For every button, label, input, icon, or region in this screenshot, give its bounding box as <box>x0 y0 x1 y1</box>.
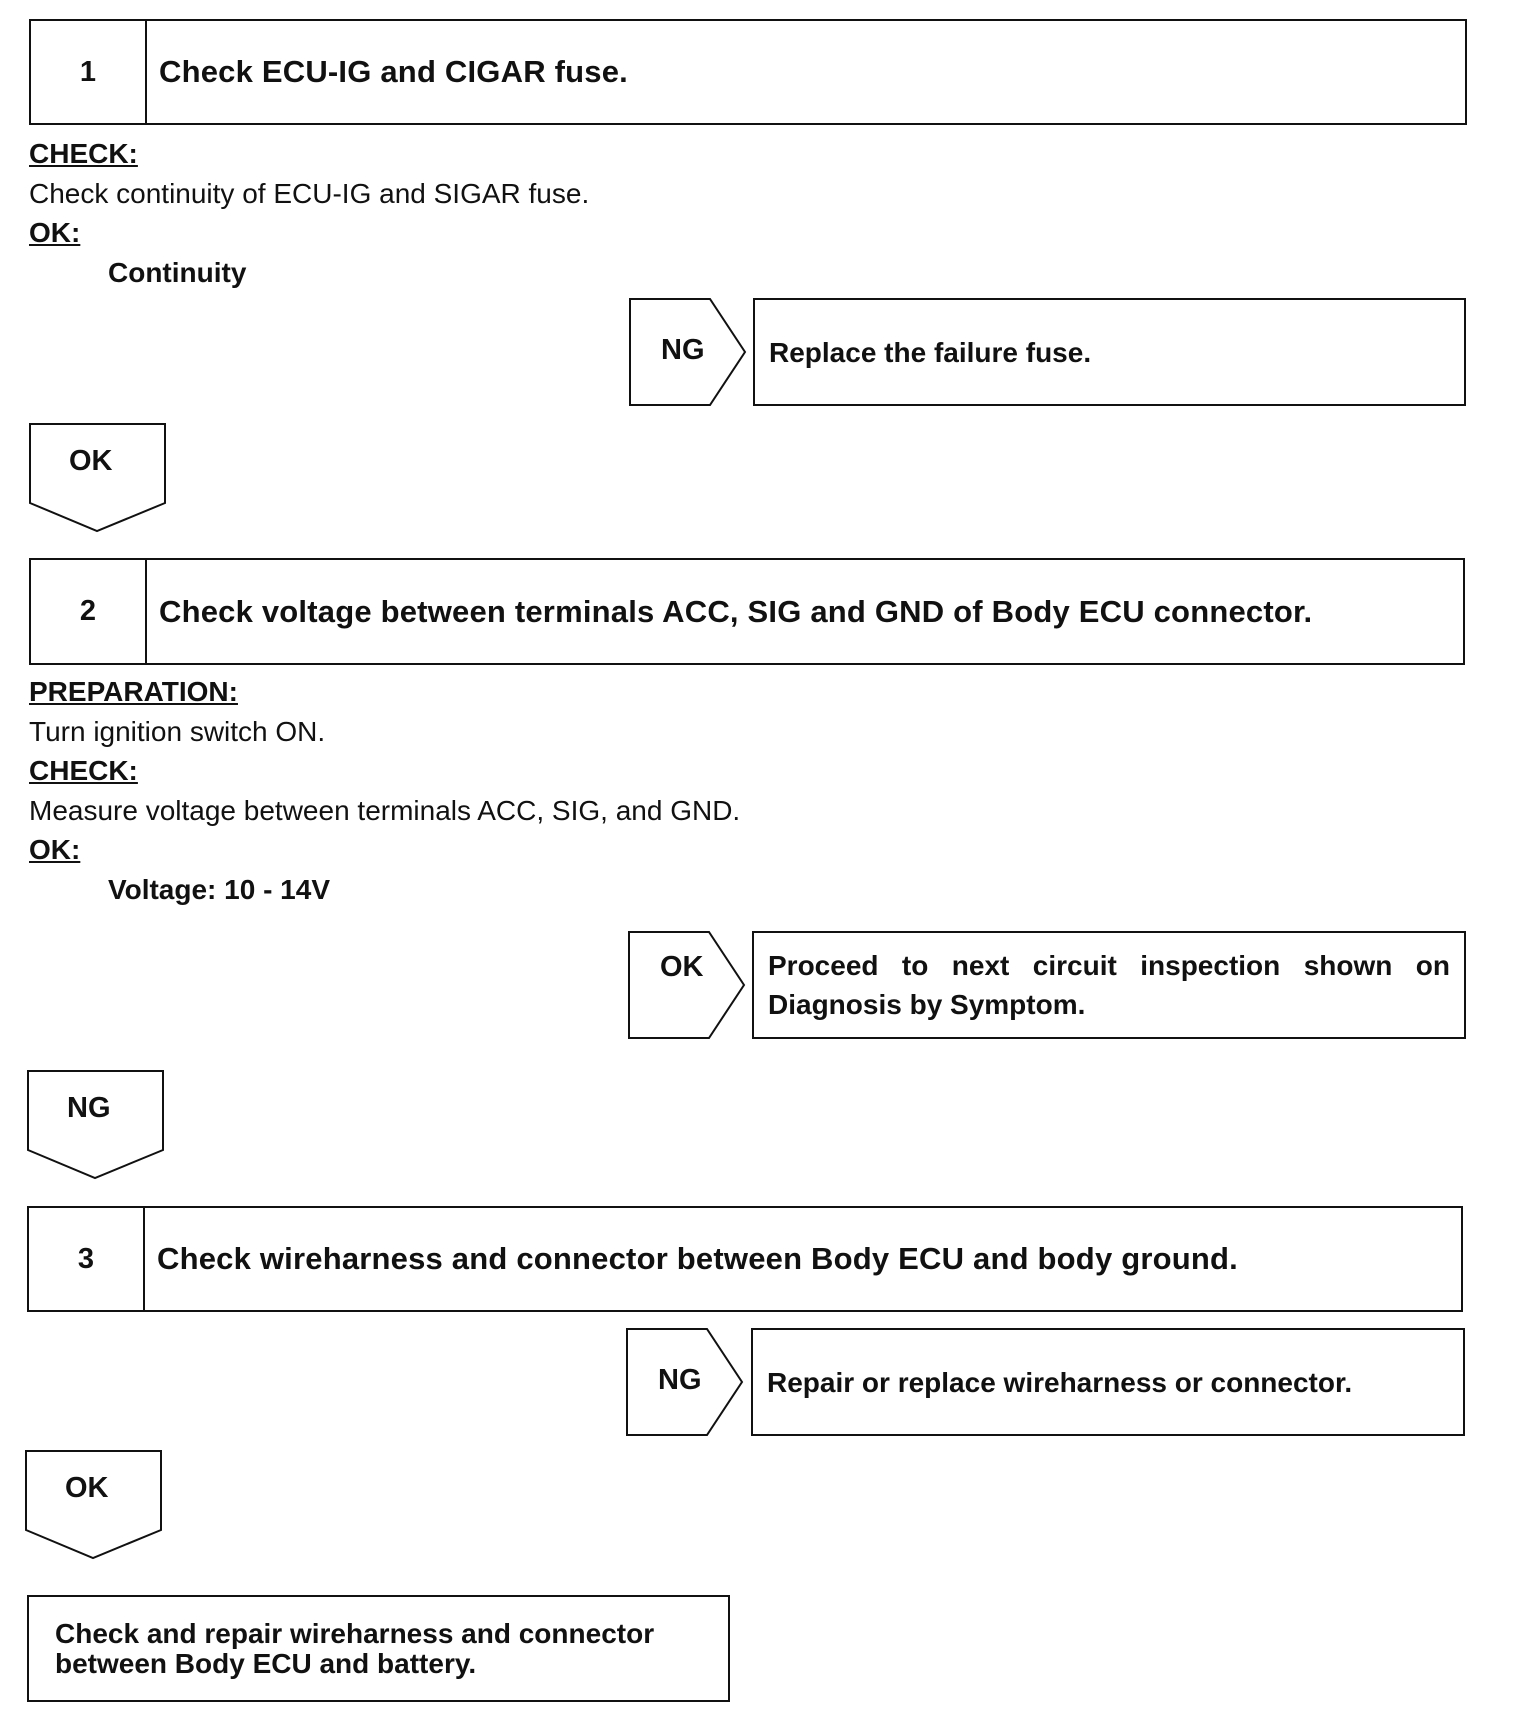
step-number: 1 <box>31 21 147 123</box>
step-title: Check voltage between terminals ACC, SIG and GND of Body ECU connector. <box>159 593 1313 629</box>
ok-value: Voltage: 10 - 14V <box>108 874 331 905</box>
final-action-box: Check and repair wireharness and connector between Body ECU and battery. <box>27 1595 730 1702</box>
next-label: NG <box>67 1092 111 1124</box>
branch-label: NG <box>658 1364 702 1396</box>
branch-result-box: Replace the failure fuse. <box>753 298 1466 406</box>
check-text: Check continuity of ECU-IG and SIGAR fuse. <box>29 178 590 209</box>
ok-label: OK: <box>29 217 81 248</box>
ng-arrow <box>629 298 747 406</box>
down-arrow-shape-icon <box>27 1070 167 1182</box>
branch-result-box: Proceed to next circuit inspection shown on Diagnosis by Symptom. <box>752 931 1466 1039</box>
right-arrow-shape-icon <box>628 931 748 1041</box>
step-1-header <box>29 19 1467 125</box>
branch-label: NG <box>661 334 705 366</box>
down-arrow-shape-icon <box>29 423 169 535</box>
branch-result-box: Repair or replace wireharness or connector. <box>751 1328 1465 1436</box>
preparation-label: PREPARATION: <box>29 676 238 707</box>
ok-arrow <box>628 931 746 1039</box>
ok-down-arrow <box>25 1450 163 1560</box>
branch-label: OK <box>660 951 704 983</box>
next-label: OK <box>65 1472 109 1504</box>
next-label: OK <box>69 445 113 477</box>
ok-value: Continuity <box>108 257 247 288</box>
down-arrow-shape-icon <box>25 1450 165 1562</box>
ng-down-arrow <box>27 1070 165 1180</box>
ok-label: OK: <box>29 834 81 865</box>
check-label: CHECK: <box>29 755 138 786</box>
check-text: Measure voltage between terminals ACC, SIG, and GND. <box>29 795 741 826</box>
ok-down-arrow <box>29 423 167 533</box>
check-label: CHECK: <box>29 138 138 169</box>
step-2-header <box>29 558 1465 665</box>
ng-arrow <box>626 1328 744 1436</box>
preparation-text: Turn ignition switch ON. <box>29 716 326 747</box>
step-title: Check wireharness and connector between Body ECU and body ground. <box>157 1241 1238 1276</box>
step-number: 2 <box>31 560 147 663</box>
step-title: Check ECU-IG and CIGAR fuse. <box>159 54 628 89</box>
step-number: 3 <box>29 1208 145 1310</box>
step-3-header <box>27 1206 1463 1312</box>
